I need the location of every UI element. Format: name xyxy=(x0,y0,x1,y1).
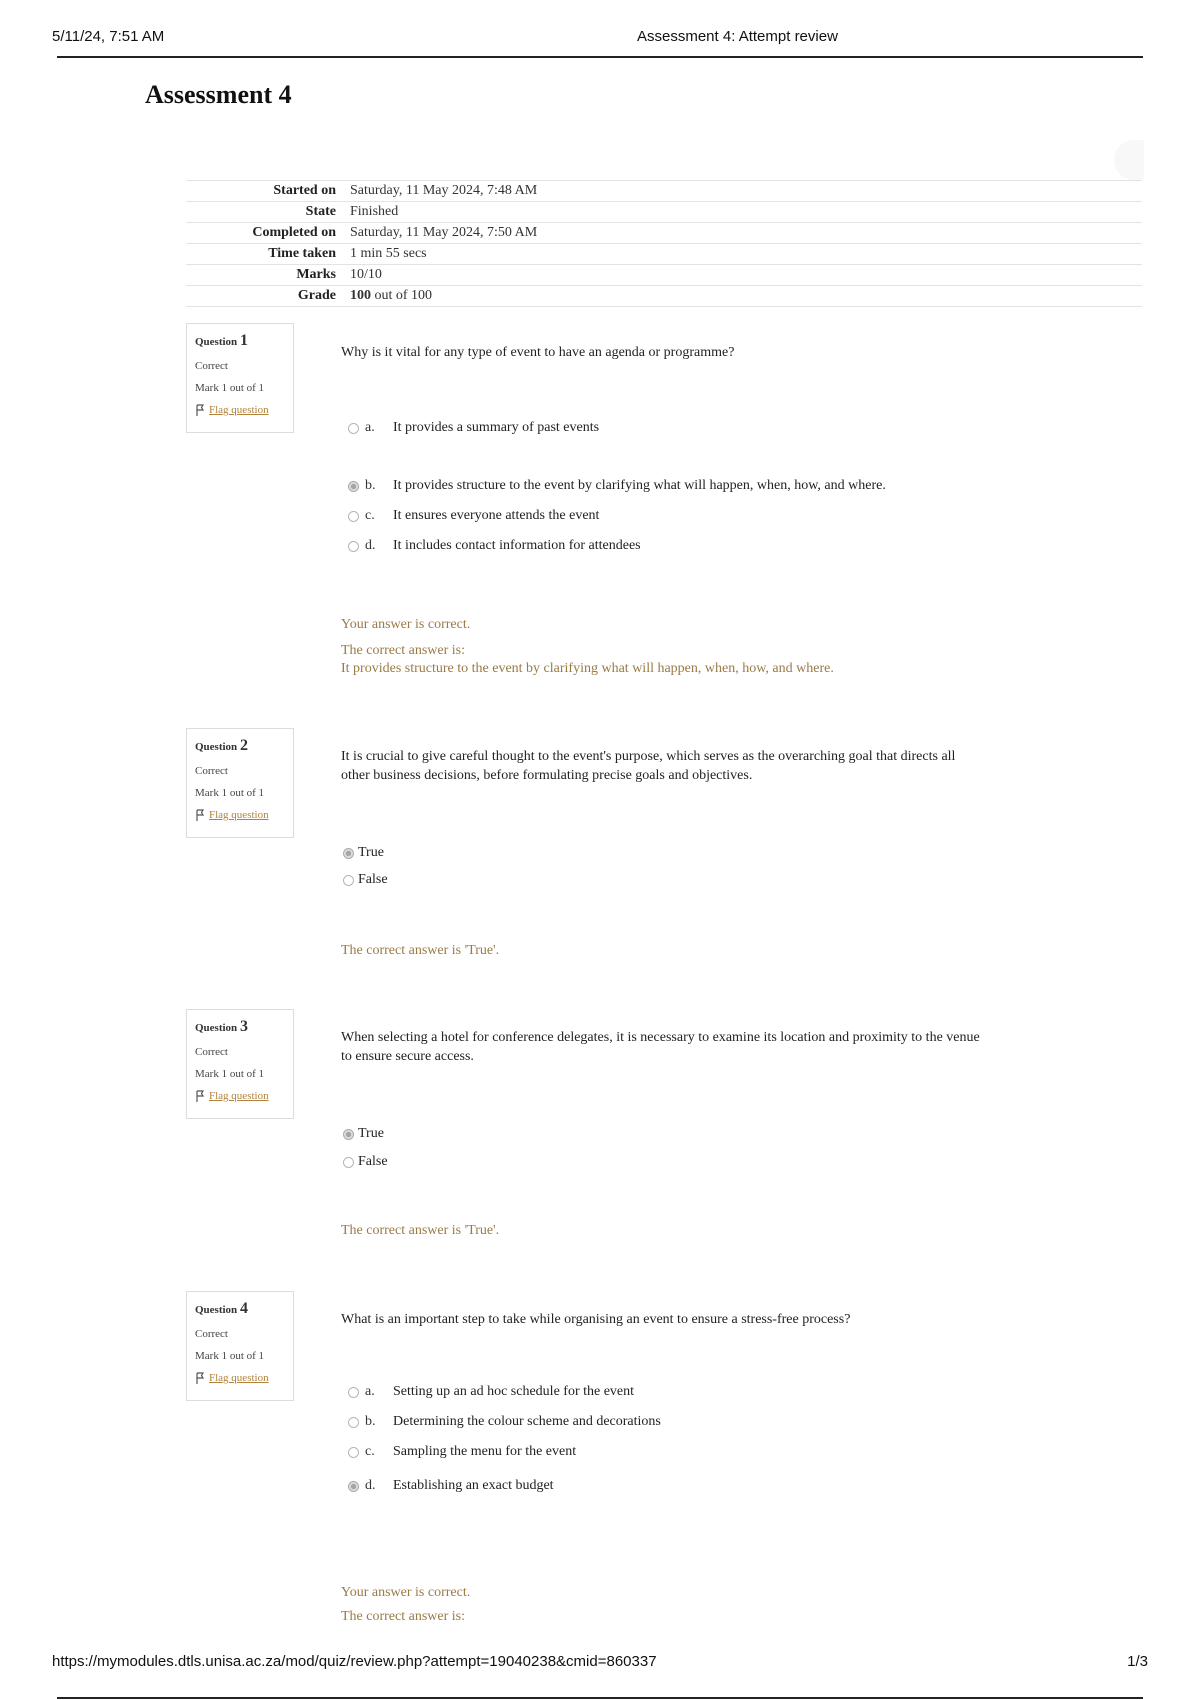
feedback-correct-answer: It provides structure to the event by clarifying what will happen, when, how, and where. xyxy=(341,661,834,676)
print-date: 5/11/24, 7:51 AM xyxy=(52,28,165,45)
flag-question-link[interactable]: Flag question xyxy=(209,809,269,821)
radio-button[interactable] xyxy=(348,1387,359,1398)
question-label: Question xyxy=(195,1022,238,1034)
feedback-correct-answer: The correct answer is 'True'. xyxy=(341,943,500,958)
header-divider xyxy=(57,56,1143,58)
question-state: Correct xyxy=(195,765,228,777)
option-letter: b. xyxy=(365,478,376,493)
flag-icon xyxy=(195,404,205,416)
question-4-feedback xyxy=(341,1584,470,1626)
summary-label: Time taken xyxy=(268,246,336,261)
flag-icon xyxy=(195,809,205,821)
option-text: It ensures everyone attends the event xyxy=(393,508,600,523)
summary-label: State xyxy=(305,204,336,219)
option-text: Establishing an exact budget xyxy=(393,1478,554,1493)
question-state: Correct xyxy=(195,1046,228,1058)
question-number xyxy=(195,1300,293,1318)
feedback-correct: Your answer is correct. xyxy=(341,617,471,632)
question-1-option-b[interactable] xyxy=(348,478,886,494)
question-1-info xyxy=(186,323,294,433)
question-4-option-c[interactable] xyxy=(348,1444,576,1460)
question-number-value: 3 xyxy=(239,1018,248,1035)
question-grade: Mark 1 out of 1 xyxy=(195,382,265,394)
question-1-feedback xyxy=(341,616,834,678)
question-number-value: 4 xyxy=(239,1300,248,1317)
summary-value: 1 min 55 secs xyxy=(350,246,427,261)
question-2-option-true[interactable] xyxy=(343,845,384,861)
question-3-text: When selecting a hotel for conference delegates, it is necessary to examine its location and proximity to the venue to ensure secure access. xyxy=(341,1030,980,1064)
flag-question-button[interactable] xyxy=(195,404,293,416)
option-text: It includes contact information for attendees xyxy=(393,538,641,553)
radio-button-selected[interactable] xyxy=(348,1481,359,1492)
flag-question-button[interactable] xyxy=(195,1090,293,1102)
question-1-option-c[interactable] xyxy=(348,508,599,524)
question-2-option-false[interactable] xyxy=(343,872,388,888)
question-grade: Mark 1 out of 1 xyxy=(195,1350,265,1362)
option-letter: a. xyxy=(365,420,375,435)
question-3-feedback xyxy=(341,1222,499,1240)
radio-button-selected[interactable] xyxy=(348,481,359,492)
question-number xyxy=(195,737,293,755)
page-number: 1/3 xyxy=(1127,1653,1148,1670)
question-number xyxy=(195,332,293,350)
summary-row-started xyxy=(186,181,1142,202)
flag-icon xyxy=(195,1090,205,1102)
question-state: Correct xyxy=(195,1328,228,1340)
option-text: False xyxy=(358,872,388,887)
footer-divider xyxy=(57,1697,1143,1699)
option-letter: c. xyxy=(365,508,375,523)
option-text: It provides a summary of past events xyxy=(393,420,600,435)
summary-label: Grade xyxy=(297,288,336,303)
grade-score: 100 xyxy=(350,288,371,303)
grade-total: out of 100 xyxy=(371,288,433,303)
question-number-value: 1 xyxy=(239,332,248,349)
summary-value: 10/10 xyxy=(350,267,382,282)
radio-button[interactable] xyxy=(343,1157,354,1168)
question-number-value: 2 xyxy=(239,737,248,754)
question-4-info xyxy=(186,1291,294,1401)
summary-row-marks xyxy=(186,265,1142,286)
print-header xyxy=(52,28,1142,58)
flag-question-button[interactable] xyxy=(195,809,293,821)
radio-button-selected[interactable] xyxy=(343,848,354,859)
summary-label: Started on xyxy=(273,183,336,198)
option-text: Sampling the menu for the event xyxy=(393,1444,577,1459)
page-title: Assessment 4 xyxy=(145,80,292,109)
question-label: Question xyxy=(195,1304,238,1316)
summary-row-grade xyxy=(186,286,1142,307)
summary-value: Finished xyxy=(350,204,399,219)
radio-button[interactable] xyxy=(348,511,359,522)
page-corner-shadow xyxy=(1114,140,1144,180)
option-letter: a. xyxy=(365,1384,375,1399)
question-2-feedback xyxy=(341,942,499,960)
option-text: True xyxy=(358,845,384,860)
question-1-option-d[interactable] xyxy=(348,538,641,554)
flag-icon xyxy=(195,1372,205,1384)
question-grade: Mark 1 out of 1 xyxy=(195,1068,265,1080)
question-label: Question xyxy=(195,741,238,753)
radio-button[interactable] xyxy=(348,423,359,434)
radio-button[interactable] xyxy=(343,875,354,886)
option-letter: c. xyxy=(365,1444,375,1459)
summary-value: Saturday, 11 May 2024, 7:50 AM xyxy=(350,225,538,240)
question-3-option-true[interactable] xyxy=(343,1126,384,1142)
question-label: Question xyxy=(195,336,238,348)
radio-button[interactable] xyxy=(348,541,359,552)
option-letter: b. xyxy=(365,1414,376,1429)
question-grade: Mark 1 out of 1 xyxy=(195,787,265,799)
option-text: False xyxy=(358,1154,388,1169)
summary-row-time-taken xyxy=(186,244,1142,265)
question-1-text: Why is it vital for any type of event to have an agenda or programme? xyxy=(341,345,735,360)
summary-value: Saturday, 11 May 2024, 7:48 AM xyxy=(350,183,538,198)
option-text: Determining the colour scheme and decorations xyxy=(393,1414,661,1429)
print-footer xyxy=(52,1653,1148,1670)
radio-button[interactable] xyxy=(348,1417,359,1428)
question-1-option-a[interactable] xyxy=(348,420,599,436)
question-4-option-d[interactable] xyxy=(348,1478,554,1494)
question-4-option-b[interactable] xyxy=(348,1414,661,1430)
question-3-option-false[interactable] xyxy=(343,1154,388,1170)
question-2-info xyxy=(186,728,294,838)
question-4-text: What is an important step to take while organising an event to ensure a stress-free process? xyxy=(341,1312,851,1327)
feedback-correct-answer-label: The correct answer is: xyxy=(341,643,465,658)
option-text: True xyxy=(358,1126,384,1141)
radio-button-selected[interactable] xyxy=(343,1129,354,1140)
flag-question-link[interactable]: Flag question xyxy=(209,404,269,416)
attempt-summary-table xyxy=(186,180,1142,307)
radio-button[interactable] xyxy=(348,1447,359,1458)
flag-question-link[interactable]: Flag question xyxy=(209,1090,269,1102)
feedback-correct-answer-label: The correct answer is: xyxy=(341,1609,465,1624)
summary-value xyxy=(350,286,1142,307)
question-state: Correct xyxy=(195,360,228,372)
print-document-title: Assessment 4: Attempt review xyxy=(637,28,838,45)
question-3-info xyxy=(186,1009,294,1119)
option-text: It provides structure to the event by clarifying what will happen, when, how, and where. xyxy=(393,478,886,493)
option-letter: d. xyxy=(365,538,376,553)
feedback-correct-answer: The correct answer is 'True'. xyxy=(341,1223,500,1238)
question-number xyxy=(195,1018,293,1036)
print-url: https://mymodules.dtls.unisa.ac.za/mod/quiz/review.php?attempt=19040238&cmid=860337 xyxy=(52,1653,657,1670)
feedback-correct: Your answer is correct. xyxy=(341,1585,471,1600)
flag-question-button[interactable] xyxy=(195,1372,293,1384)
flag-question-link[interactable]: Flag question xyxy=(209,1372,269,1384)
option-text: Setting up an ad hoc schedule for the event xyxy=(393,1384,635,1399)
summary-label: Marks xyxy=(296,267,336,282)
question-2-text: It is crucial to give careful thought to the event's purpose, which serves as the overarching goal that directs all other business decisions, before formulating precise goals and objectives. xyxy=(341,749,956,783)
summary-label: Completed on xyxy=(252,225,336,240)
summary-row-completed xyxy=(186,223,1142,244)
option-letter: d. xyxy=(365,1478,376,1493)
question-4-option-a[interactable] xyxy=(348,1384,634,1400)
summary-row-state xyxy=(186,202,1142,223)
